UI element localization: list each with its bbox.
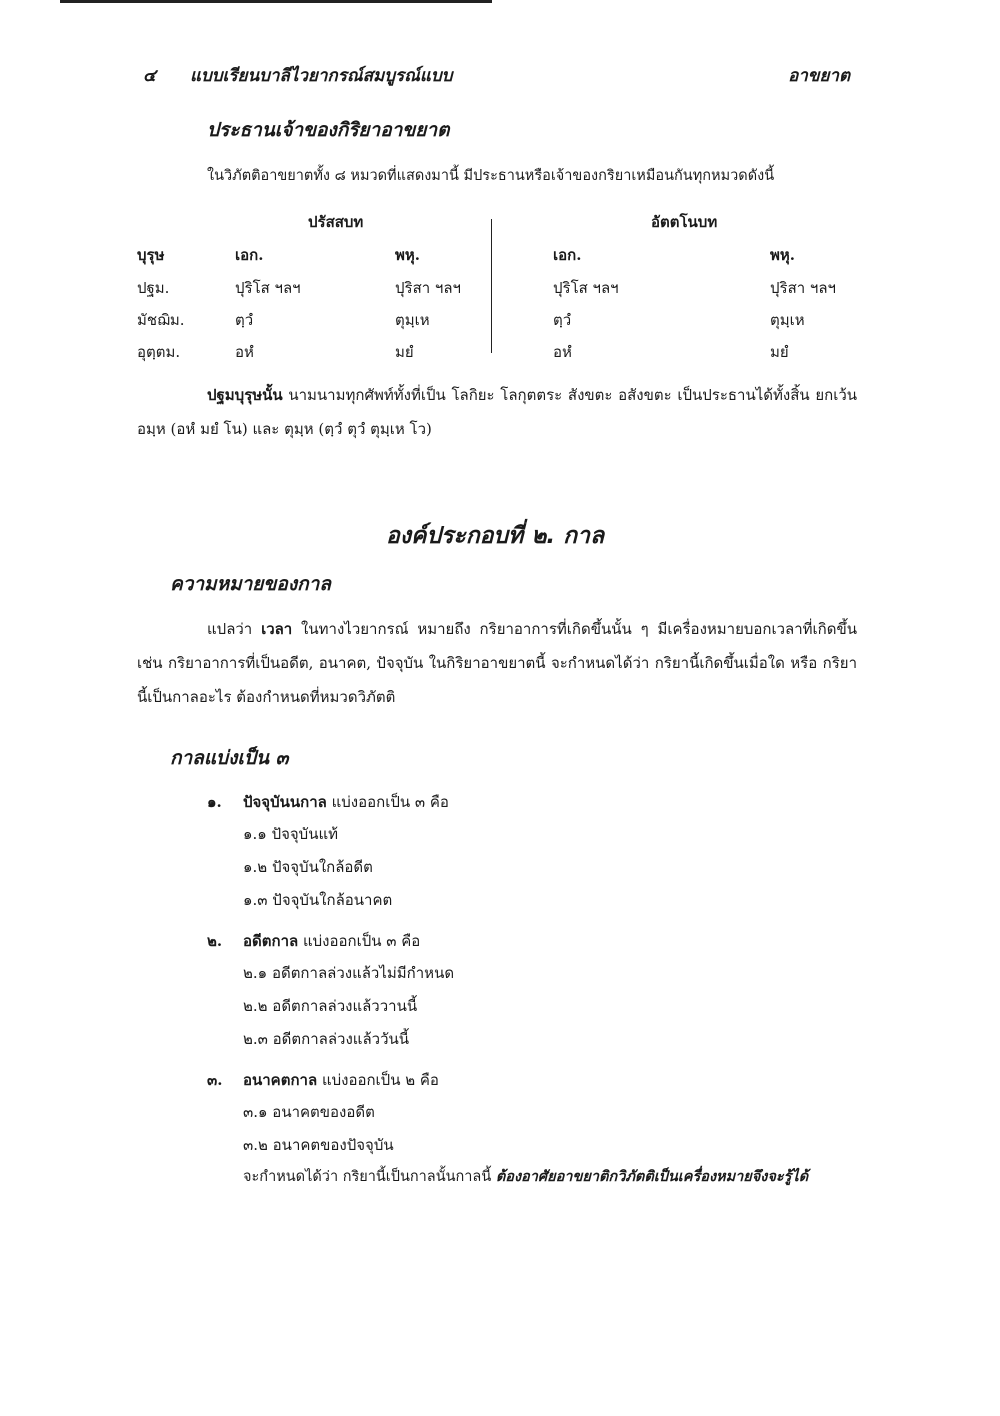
chapter-title: อาขยาต (788, 66, 850, 86)
table-cell: ตฺวํ (235, 311, 254, 329)
col-header-plural-left: พหุ. (395, 246, 420, 264)
meaning-paragraph (137, 612, 857, 714)
meaning-prefix: แปลว่า (207, 620, 262, 638)
subtense-item: ๓.๒ อนาคตของปัจจุบัน (243, 1136, 394, 1154)
table-cell-person: มัชฌิม. (137, 311, 185, 329)
closing-sentence (243, 1165, 808, 1188)
closing-emphasis: ต้องอาศัยอาขยาติกวิภัตติเป็นเครื่องหมายจึงจะรู้ได้ (495, 1168, 809, 1185)
tense-name: ปัจจุบันนกาล (243, 793, 327, 811)
section-heading-meaning: ความหมายของกาล (170, 573, 331, 595)
book-title: แบบเรียนบาลีไวยากรณ์สมบูรณ์แบบ (190, 66, 453, 86)
intro-paragraph: ในวิภัตติอาขยาตทั้ง ๘ หมวดที่แสดงมานี้ มีประธานหรือเจ้าของกริยาเหมือนกันทุกหมวดดังนี้ (207, 168, 775, 184)
table-cell: ตฺวํ (553, 311, 572, 329)
col-header-singular-left: เอก. (235, 246, 264, 264)
table-cell: ปุริโส ฯลฯ (235, 279, 301, 297)
section-heading-three-tenses: กาลแบ่งเป็น ๓ (170, 747, 289, 769)
third-person-term: ปฐมบุรุษนั้น (207, 386, 283, 404)
meaning-text: ในทางไวยากรณ์ หมายถึง กริยาอาการที่เกิดขึ้นนั้น ๆ มีเครื่องหมายบอกเวลาที่เกิดขึ้น เช่น กริยาอาการที่เป็นอดีต, อนาคต, ปัจจุบัน ในกิริยาอาขยาตนี้ จะกำหนดได้ว่า กริยานี้เกิดขึ้นเมื่อใด หรือ กริยานี้เป็นกาลอะไร ต้องกำหนดที่หมวดวิภัตติ (137, 620, 858, 706)
table-cell: ปุริโส ฯลฯ (553, 279, 619, 297)
group-label-parassapada: ปรัสสบท (308, 213, 364, 231)
subtense-item: ๒.๒ อดีตกาลล่วงแล้ววานนี้ (243, 997, 418, 1015)
table-cell: อหํ (235, 343, 254, 361)
table-cell: ปุริสา ฯลฯ (395, 279, 461, 297)
subtense-item: ๒.๓ อดีตกาลล่วงแล้ววันนี้ (243, 1030, 410, 1048)
table-cell: อหํ (553, 343, 572, 361)
meaning-term: เวลา (261, 620, 293, 638)
col-header-plural-right: พหุ. (770, 246, 795, 264)
table-divider (491, 219, 492, 353)
closing-text: จะกำหนดได้ว่า กริยานี้เป็นกาลนั้นกาลนี้ (243, 1169, 496, 1185)
tense-number: ๓. (207, 1071, 223, 1089)
col-header-person: บุรุษ (137, 246, 165, 264)
subtense-item: ๓.๑ อนาคตของอดีต (243, 1103, 375, 1121)
section-heading-subject: ประธานเจ้าของกิริยาอาขยาต (207, 119, 450, 141)
tense-name: อดีตกาล (243, 932, 299, 950)
tense-desc: แบ่งออกเป็น ๓ คือ (326, 793, 449, 811)
subtense-item: ๒.๑ อดีตกาลล่วงแล้วไม่มีกำหนด (243, 964, 455, 982)
table-cell: ปุริสา ฯลฯ (770, 279, 836, 297)
tense-heading (207, 929, 420, 953)
subtense-item: ๑.๓ ปัจจุบันใกล้อนาคต (243, 891, 393, 909)
top-border-line (60, 0, 492, 3)
tense-desc: แบ่งออกเป็น ๓ คือ (298, 932, 421, 950)
table-cell-person: ปฐม. (137, 279, 170, 297)
subtense-item: ๑.๒ ปัจจุบันใกล้อดีต (243, 858, 373, 876)
group-label-attanopada: อัตตโนบท (651, 213, 718, 231)
tense-heading (207, 790, 449, 814)
table-cell: ตุมฺเห (770, 311, 805, 329)
tense-number: ๒. (207, 932, 223, 950)
page-number: ๔ (143, 66, 156, 86)
table-cell: ตุมฺเห (395, 311, 430, 329)
tense-number: ๑. (207, 793, 222, 811)
table-cell: มยํ (770, 343, 789, 361)
tense-desc: แบ่งออกเป็น ๒ คือ (317, 1071, 439, 1089)
tense-name: อนาคตกาล (243, 1071, 318, 1089)
third-person-text: นามนามทุกศัพท์ทั้งที่เป็น โลกิยะ โลกุตตระ สังขตะ อสังขตะ เป็นประธานได้ทั้งสิ้น ยกเว้น อมฺห (อหํ มยํ โน) และ ตุมฺห (ตฺวํ ตุวํ ตุมฺเห โว) (137, 386, 857, 438)
subtense-item: ๑.๑ ปัจจุบันแท้ (243, 825, 339, 843)
tense-heading (207, 1068, 439, 1092)
table-cell: มยํ (395, 343, 414, 361)
col-header-singular-right: เอก. (553, 246, 582, 264)
third-person-paragraph (137, 378, 857, 446)
component-title: องค์ประกอบที่ ๒. กาล (385, 523, 605, 549)
table-cell-person: อุตฺตม. (137, 343, 181, 361)
